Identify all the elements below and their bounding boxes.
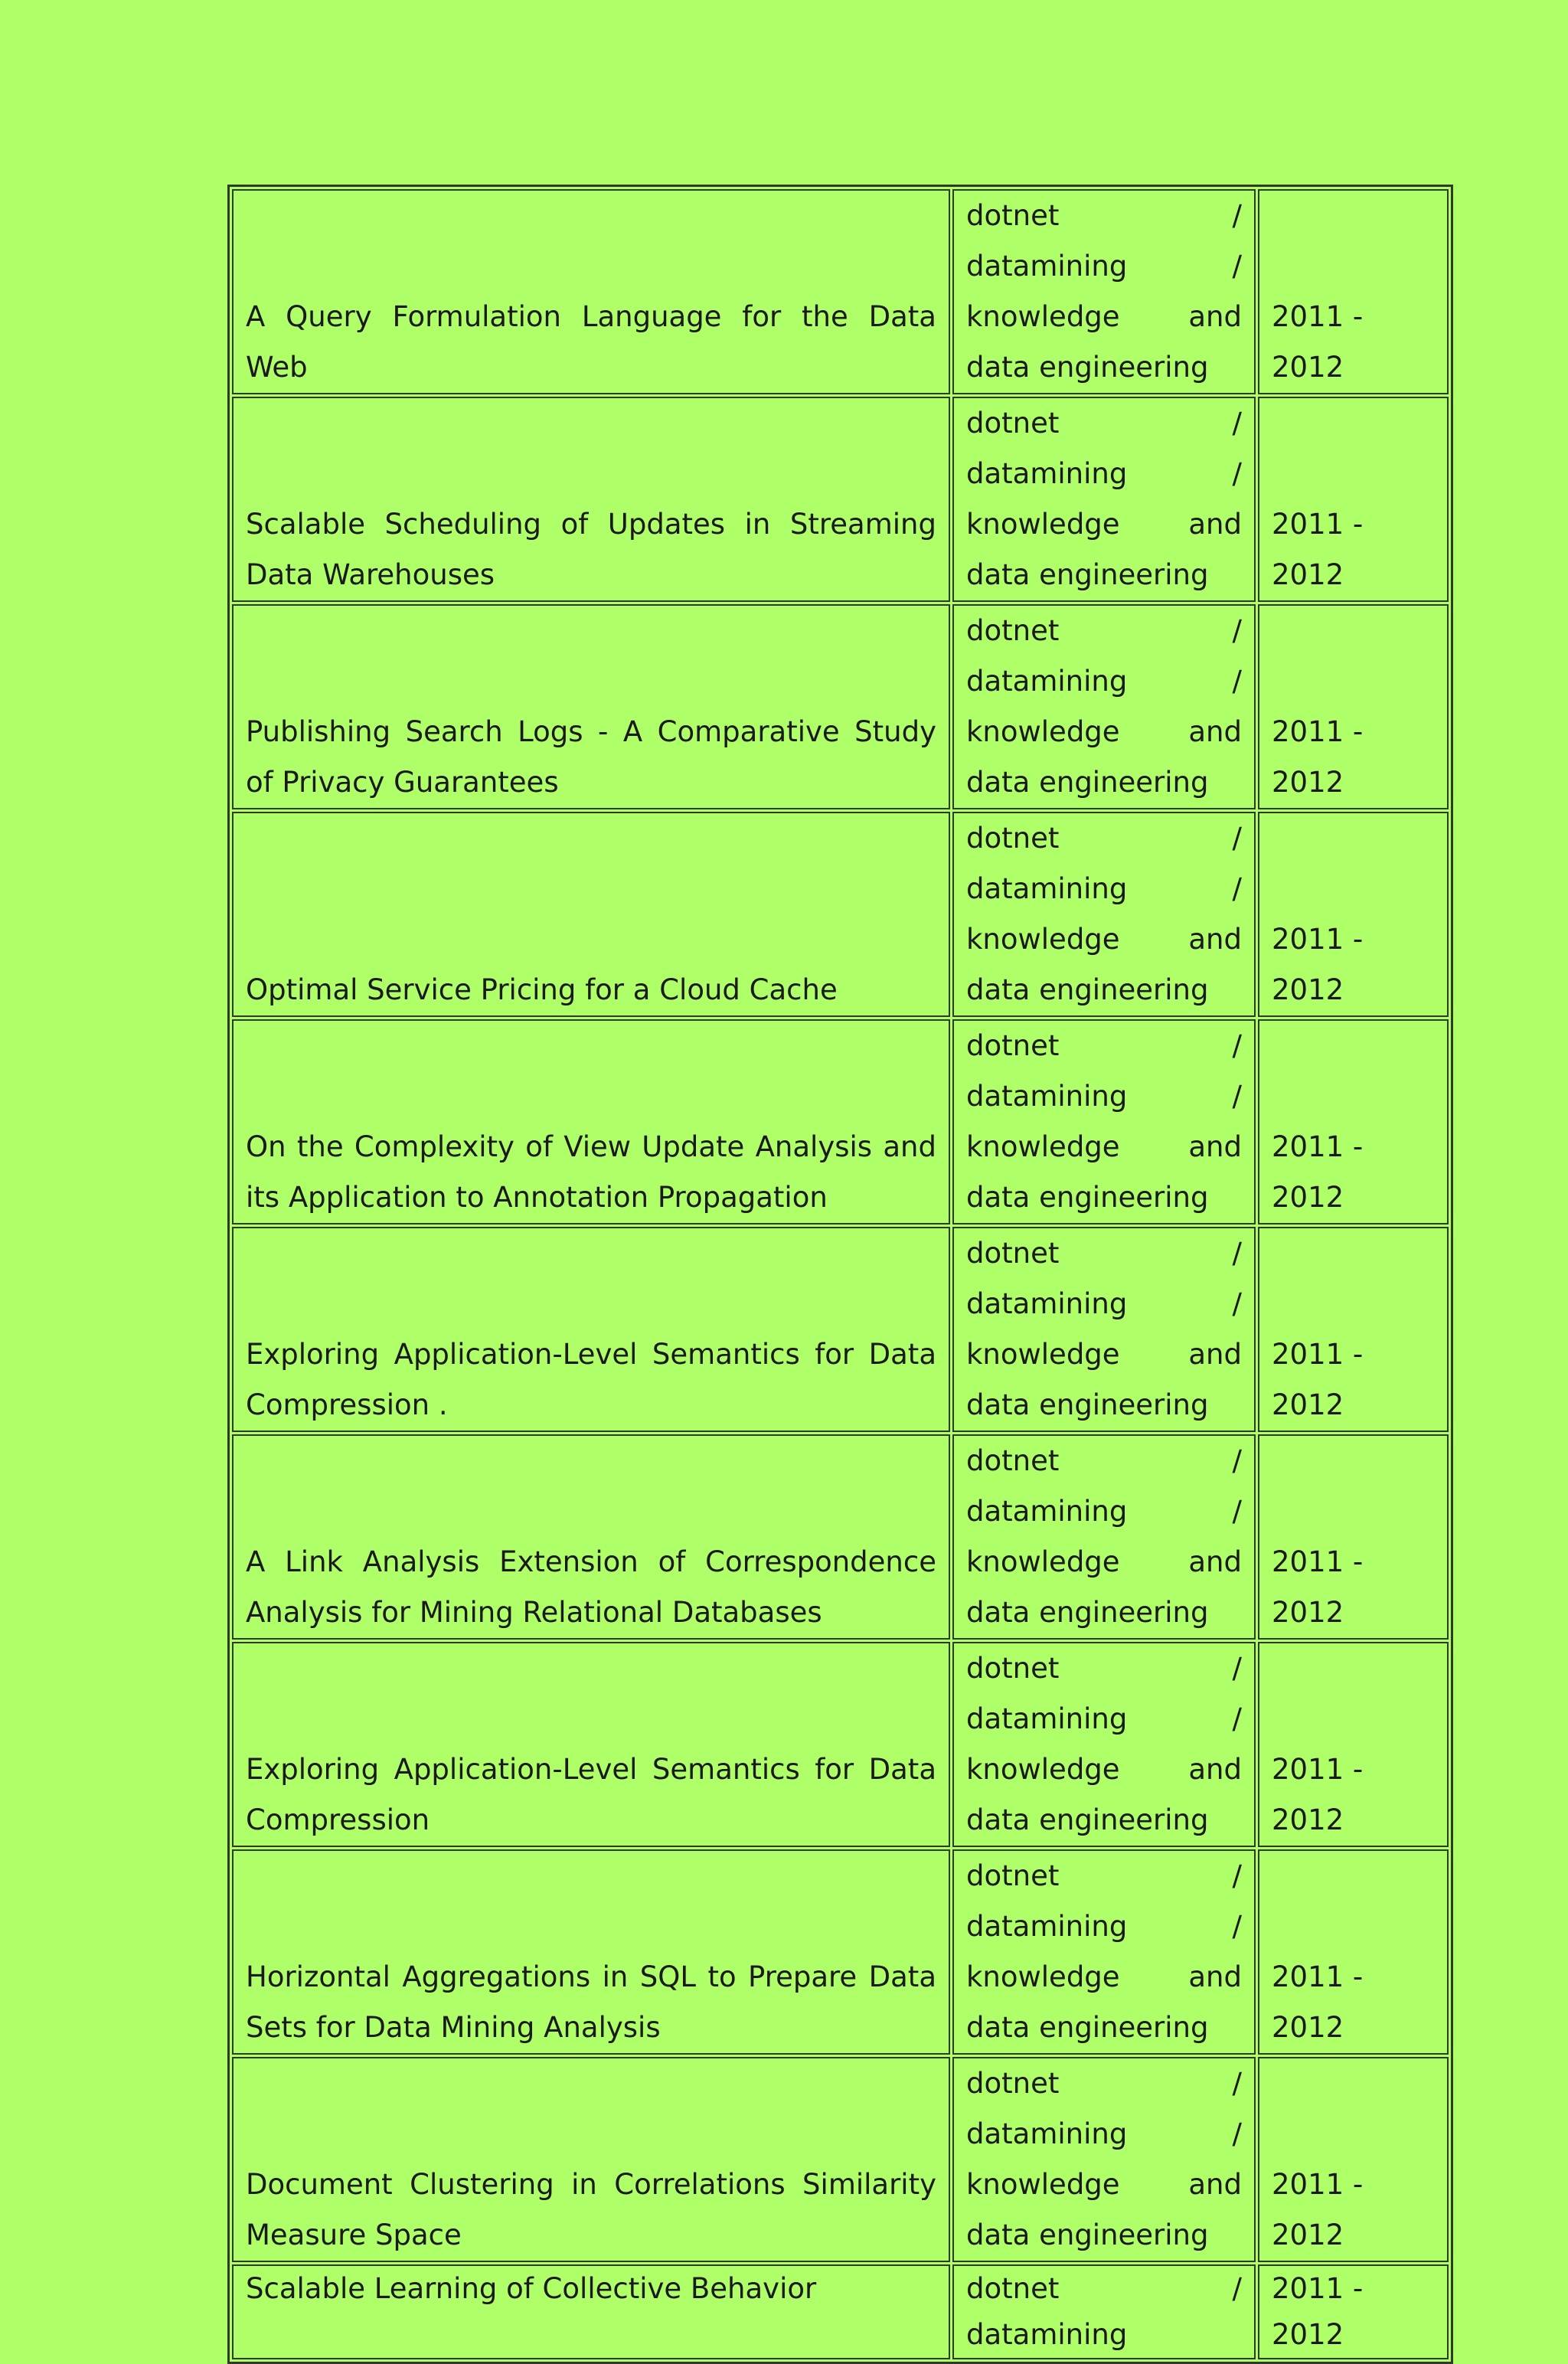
- project-title-cell: [232, 604, 950, 809]
- project-year-cell: [1258, 1642, 1449, 1847]
- project-title: A Link Analysis Extension of Correspondence Analysis for Mining Relational Databases: [246, 1545, 936, 1629]
- project-category-cell: [952, 1849, 1256, 2055]
- project-category: dotnet / datamining / knowledge and data engineering: [966, 614, 1242, 799]
- project-title-cell: [232, 1019, 950, 1225]
- table-row: [232, 812, 1449, 1017]
- project-title: Exploring Application-Level Semantics for Data Compression: [246, 1753, 936, 1836]
- table-row: [232, 1227, 1449, 1432]
- project-category: dotnet / datamining / knowledge and data engineering: [966, 1652, 1242, 1836]
- project-year: 2011 - 2012: [1272, 923, 1364, 1006]
- project-category: dotnet / datamining / knowledge and data engineering: [966, 1029, 1242, 1214]
- project-title: Publishing Search Logs - A Comparative Study of Privacy Guarantees: [246, 715, 936, 799]
- project-title: Horizontal Aggregations in SQL to Prepare Data Sets for Data Mining Analysis: [246, 1960, 936, 2044]
- project-year-cell: [1258, 604, 1449, 809]
- project-year: 2011 - 2012: [1272, 300, 1364, 384]
- project-title-cell: [232, 1849, 950, 2055]
- project-category-cell: [952, 812, 1256, 1017]
- project-year-cell: [1258, 397, 1449, 602]
- project-year-cell: [1258, 1434, 1449, 1640]
- project-category: dotnet / datamining / knowledge and data engineering: [966, 2067, 1242, 2251]
- project-category: dotnet / datamining / knowledge and data engineering: [966, 822, 1242, 1006]
- project-title: Optimal Service Pricing for a Cloud Cache: [246, 973, 838, 1006]
- project-year: 2011 - 2012: [1272, 2272, 1364, 2351]
- project-category: dotnet / datamining / knowledge and data engineering: [966, 1444, 1242, 1629]
- project-category-cell: [952, 604, 1256, 809]
- project-title-cell: [232, 1642, 950, 1847]
- project-year-cell: [1258, 1849, 1449, 2055]
- project-category-cell: [952, 1434, 1256, 1640]
- project-title-cell: [232, 812, 950, 1017]
- project-title-cell: [232, 189, 950, 394]
- project-category-cell: [952, 1019, 1256, 1225]
- project-year: 2011 - 2012: [1272, 1338, 1364, 1421]
- project-year-cell: [1258, 2264, 1449, 2359]
- projects-table-body: [232, 189, 1449, 2359]
- project-category-cell: [952, 2264, 1256, 2359]
- project-year-cell: [1258, 2057, 1449, 2262]
- table-row: [232, 1019, 1449, 1225]
- project-year: 2011 - 2012: [1272, 508, 1364, 591]
- project-title: Scalable Scheduling of Updates in Streaming Data Warehouses: [246, 508, 936, 591]
- project-title-cell: [232, 2264, 950, 2359]
- project-category-cell: [952, 1642, 1256, 1847]
- table-row: [232, 1849, 1449, 2055]
- project-year: 2011 - 2012: [1272, 715, 1364, 799]
- project-category: dotnet / datamining / knowledge and data engineering: [966, 199, 1242, 384]
- project-category-cell: [952, 189, 1256, 394]
- project-category-cell: [952, 2057, 1256, 2262]
- projects-table: [227, 185, 1453, 2364]
- project-title-cell: [232, 2057, 950, 2262]
- project-year: 2011 - 2012: [1272, 1753, 1364, 1836]
- project-year-cell: [1258, 1227, 1449, 1432]
- project-category: dotnet / datamining: [966, 2272, 1242, 2351]
- table-row: [232, 1642, 1449, 1847]
- project-year-cell: [1258, 1019, 1449, 1225]
- project-category: dotnet / datamining / knowledge and data engineering: [966, 407, 1242, 591]
- project-title: Scalable Learning of Collective Behavior: [246, 2272, 817, 2305]
- project-category: dotnet / datamining / knowledge and data engineering: [966, 1237, 1242, 1421]
- project-title: On the Complexity of View Update Analysis and its Application to Annotation Propagation: [246, 1130, 936, 1214]
- table-row: [232, 189, 1449, 394]
- project-title: Exploring Application-Level Semantics for Data Compression .: [246, 1338, 936, 1421]
- project-title: A Query Formulation Language for the Data Web: [246, 300, 936, 384]
- project-title-cell: [232, 1434, 950, 1640]
- project-year: 2011 - 2012: [1272, 1960, 1364, 2044]
- project-title: Document Clustering in Correlations Similarity Measure Space: [246, 2168, 936, 2251]
- project-title-cell: [232, 1227, 950, 1432]
- project-category-cell: [952, 397, 1256, 602]
- table-row: [232, 604, 1449, 809]
- project-year: 2011 - 2012: [1272, 1545, 1364, 1629]
- project-title-cell: [232, 397, 950, 602]
- table-row: [232, 397, 1449, 602]
- project-year-cell: [1258, 812, 1449, 1017]
- project-category-cell: [952, 1227, 1256, 1432]
- project-year-cell: [1258, 189, 1449, 394]
- project-year: 2011 - 2012: [1272, 1130, 1364, 1214]
- table-row: [232, 2264, 1449, 2359]
- table-row: [232, 2057, 1449, 2262]
- project-category: dotnet / datamining / knowledge and data engineering: [966, 1859, 1242, 2044]
- table-row: [232, 1434, 1449, 1640]
- project-year: 2011 - 2012: [1272, 2168, 1364, 2251]
